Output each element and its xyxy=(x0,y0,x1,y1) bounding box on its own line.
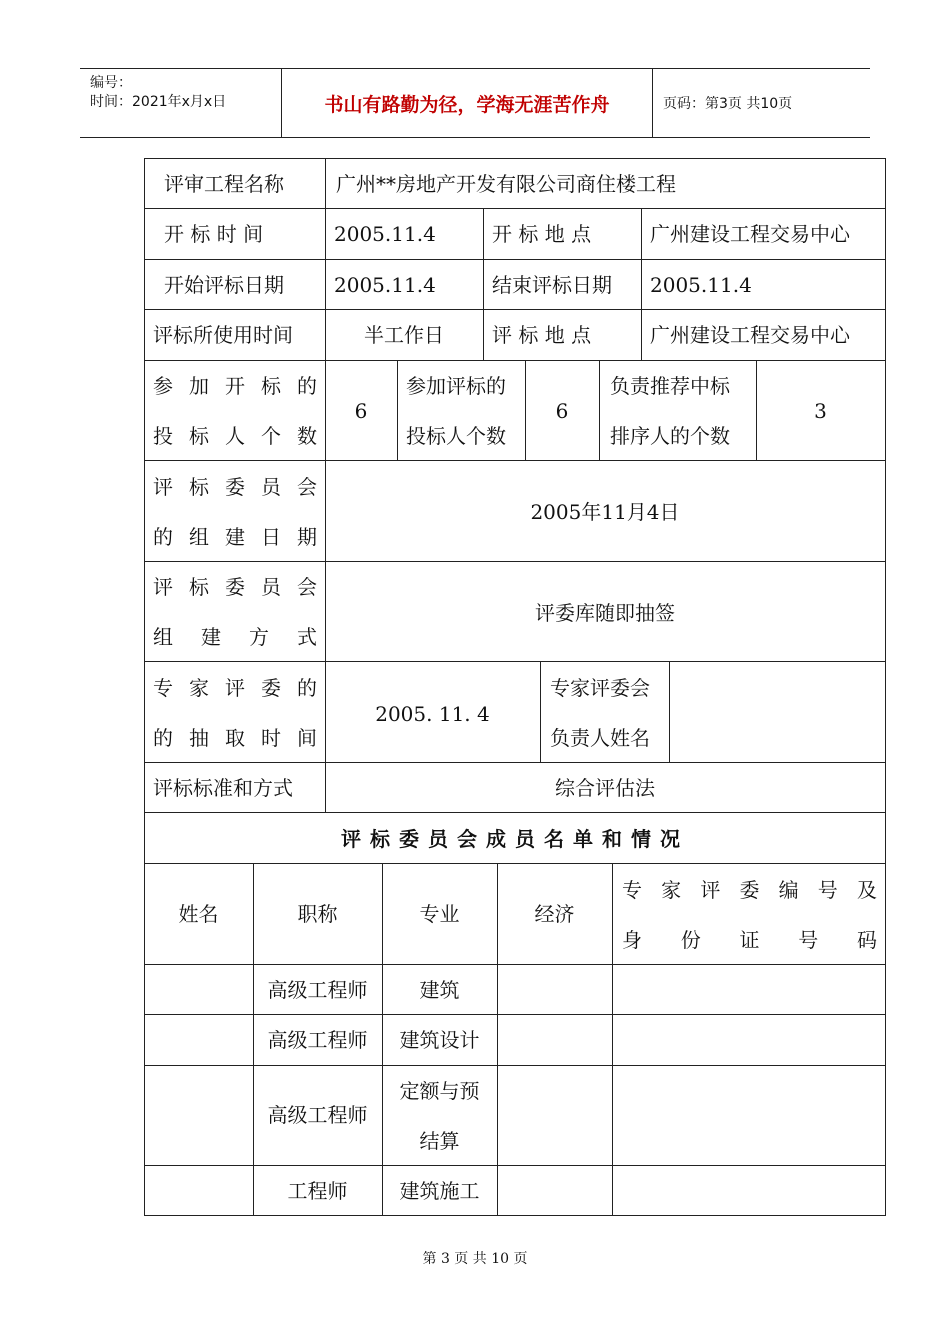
open-time-value: 2005.11.4 xyxy=(334,222,436,246)
column-header-title: 职称 xyxy=(297,902,338,926)
ranked-value: 3 xyxy=(814,399,827,423)
page-footer: 第 3 页 共 10 页 xyxy=(422,1251,528,1267)
start-date-value: 2005.11.4 xyxy=(334,273,436,297)
expert-time-label-1: 专 家 评 委 的 xyxy=(153,676,317,700)
expert-head-label-1: 专家评委会 xyxy=(550,676,650,700)
expert-time-value: 2005. 11. 4 xyxy=(375,702,490,726)
committee-method-label-1: 评 标 委 员 会 xyxy=(153,575,317,599)
standard-label: 评标标准和方式 xyxy=(153,776,293,800)
committee-date-label-2: 的 组 建 日 期 xyxy=(153,525,317,549)
column-header-id-2: 身 份 证 号 码 xyxy=(622,928,877,952)
member-major: 建筑施工 xyxy=(399,1179,480,1203)
member-title: 高级工程师 xyxy=(267,978,368,1002)
bidders-open-label-1: 参 加 开 标 的 xyxy=(153,374,317,398)
page-info: 页码：第3页 共10页 xyxy=(663,96,793,112)
time-label: 时间：2021年x月x日 xyxy=(90,94,227,110)
bidders-eval-value: 6 xyxy=(555,399,569,423)
end-date-label: 结束评标日期 xyxy=(492,273,612,297)
ranked-label-2: 排序人的个数 xyxy=(610,424,730,448)
project-name-label: 评审工程名称 xyxy=(164,172,284,196)
open-time-label: 开 标 时 间 xyxy=(164,222,264,246)
eval-place-value: 广州建设工程交易中心 xyxy=(650,323,850,347)
member-major: 建筑设计 xyxy=(399,1028,480,1052)
project-name-value: 广州**房地产开发有限公司商住楼工程 xyxy=(336,172,676,196)
ranked-label-1: 负责推荐中标 xyxy=(610,374,730,398)
column-header-id-1: 专 家 评 委 编 号 及 xyxy=(622,878,877,902)
header-meta xyxy=(80,69,281,137)
bidders-open-label-2: 投 标 人 个 数 xyxy=(153,424,317,448)
bidders-eval-label-2: 投标人个数 xyxy=(406,424,506,448)
member-title: 高级工程师 xyxy=(267,1028,368,1052)
members-title: 评标委员会成员名单和情况 xyxy=(341,827,689,851)
duration-value: 半工作日 xyxy=(364,323,444,347)
page-header xyxy=(80,68,870,138)
duration-label: 评标所使用时间 xyxy=(153,323,293,347)
number-label: 编号： xyxy=(90,75,132,91)
committee-date-value: 2005年11月4日 xyxy=(530,500,680,524)
member-title: 工程师 xyxy=(287,1179,348,1203)
expert-head-label-2: 负责人姓名 xyxy=(550,726,650,750)
member-major-2: 结算 xyxy=(419,1129,460,1153)
column-header-name: 姓名 xyxy=(178,902,219,926)
end-date-value: 2005.11.4 xyxy=(650,273,752,297)
column-header-economy: 经济 xyxy=(534,902,575,926)
eval-place-label: 评 标 地 点 xyxy=(492,323,592,347)
committee-method-label-2: 组 建 方 式 xyxy=(153,625,317,649)
member-title: 高级工程师 xyxy=(267,1103,368,1127)
column-header-major: 专业 xyxy=(419,902,460,926)
open-place-label: 开 标 地 点 xyxy=(492,222,592,246)
motto: 书山有路勤为径，学海无涯苦作舟 xyxy=(281,69,653,137)
member-major: 建筑 xyxy=(419,978,460,1002)
committee-method-value: 评委库随即抽签 xyxy=(535,601,675,625)
bidders-open-value: 6 xyxy=(354,399,368,423)
bidders-eval-label-1: 参加评标的 xyxy=(406,374,506,398)
committee-date-label-1: 评 标 委 员 会 xyxy=(153,475,317,499)
start-date-label: 开始评标日期 xyxy=(164,273,284,297)
standard-value: 综合评估法 xyxy=(555,776,655,800)
open-place-value: 广州建设工程交易中心 xyxy=(650,222,850,246)
expert-time-label-2: 的 抽 取 时 间 xyxy=(153,726,317,750)
evaluation-form xyxy=(144,158,886,1216)
member-major: 定额与预 xyxy=(399,1079,480,1103)
